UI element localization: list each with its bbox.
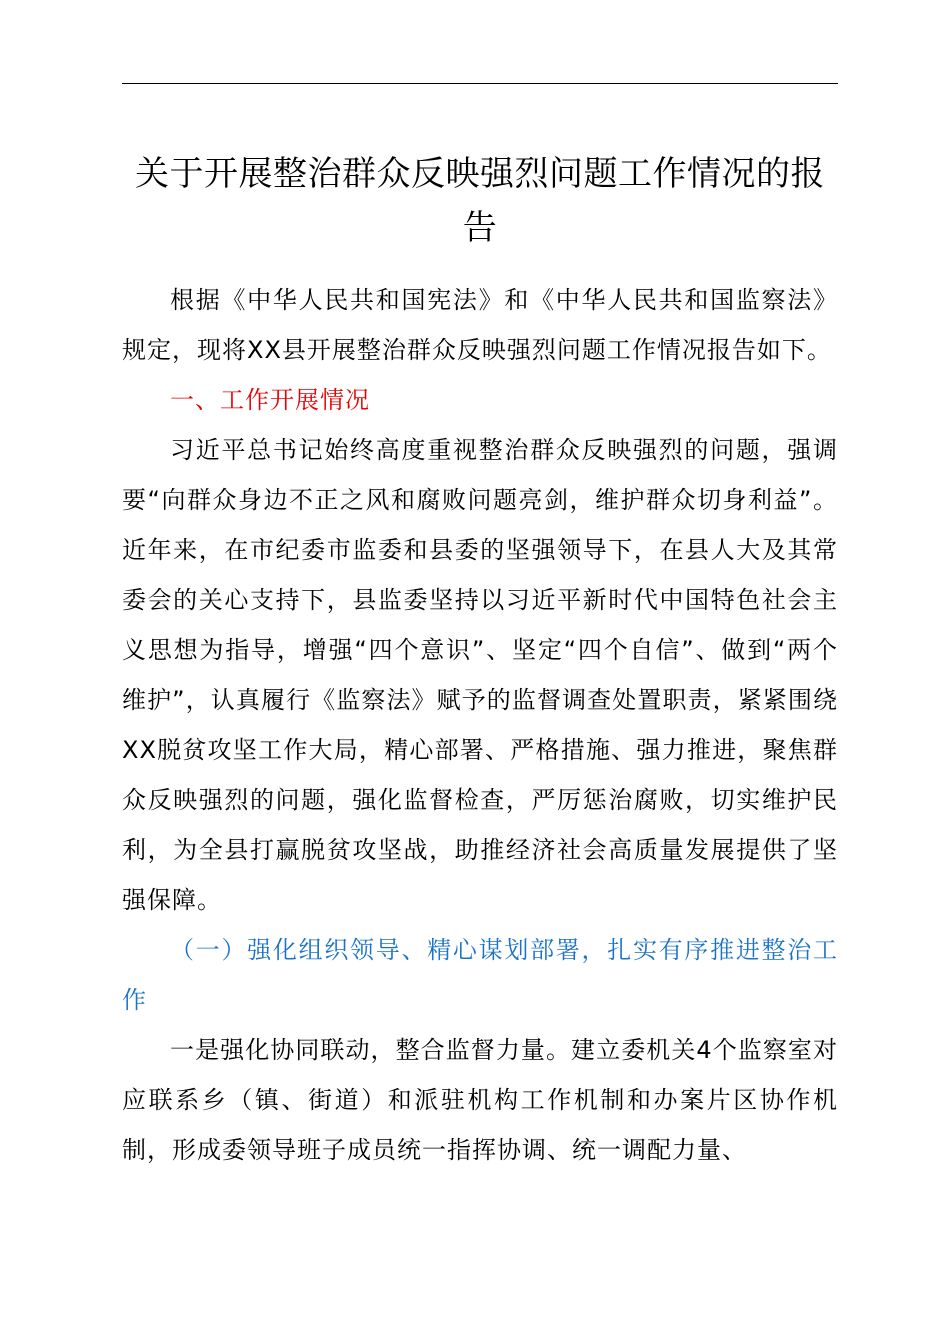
document-body	[122, 275, 838, 1175]
subsection-paragraph-coordination: 一是强化协同联动，整合监督力量。建立委机关4个监察室对应联系乡（镇、街道）和派驻机构工作机制和办案片区协作机制，形成委领导班子成员统一指挥协调、统一调配力量、	[122, 1036, 838, 1164]
subsection-heading-organization: （一）强化组织领导、精心谋划部署，扎实有序推进整治工作	[122, 936, 838, 1014]
section-paragraph-overview: 习近平总书记始终高度重视整治群众反映强烈的问题，强调要“向群众身边不正之风和腐败问题亮剑，维护群众切身利益”。近年来，在市纪委市监委和县委的坚强领导下，在县人大及其常委会的关心支持下，县监委坚持以习近平新时代中国特色社会主义思想为指导，增强“四个意识”、坚定“四个自信”、做到“两个维护”，认真履行《监察法》赋予的监督调查处置职责，紧紧围绕XX脱贫攻坚工作大局，精心部署、严格措施、强力推进，聚焦群众反映强烈的问题，强化监督检查，严厉惩治腐败，切实维护民利，为全县打赢脱贫攻坚战，助推经济社会高质量发展提供了坚强保障。	[122, 436, 838, 914]
section-heading-work-progress: 一、工作开展情况	[170, 386, 370, 414]
intro-paragraph: 根据《中华人民共和国宪法》和《中华人民共和国监察法》规定，现将XX县开展整治群众反映强烈问题工作情况报告如下。	[122, 286, 838, 364]
document-title: 关于开展整治群众反映强烈问题工作情况的报告	[135, 154, 825, 248]
header-rule	[122, 83, 838, 84]
